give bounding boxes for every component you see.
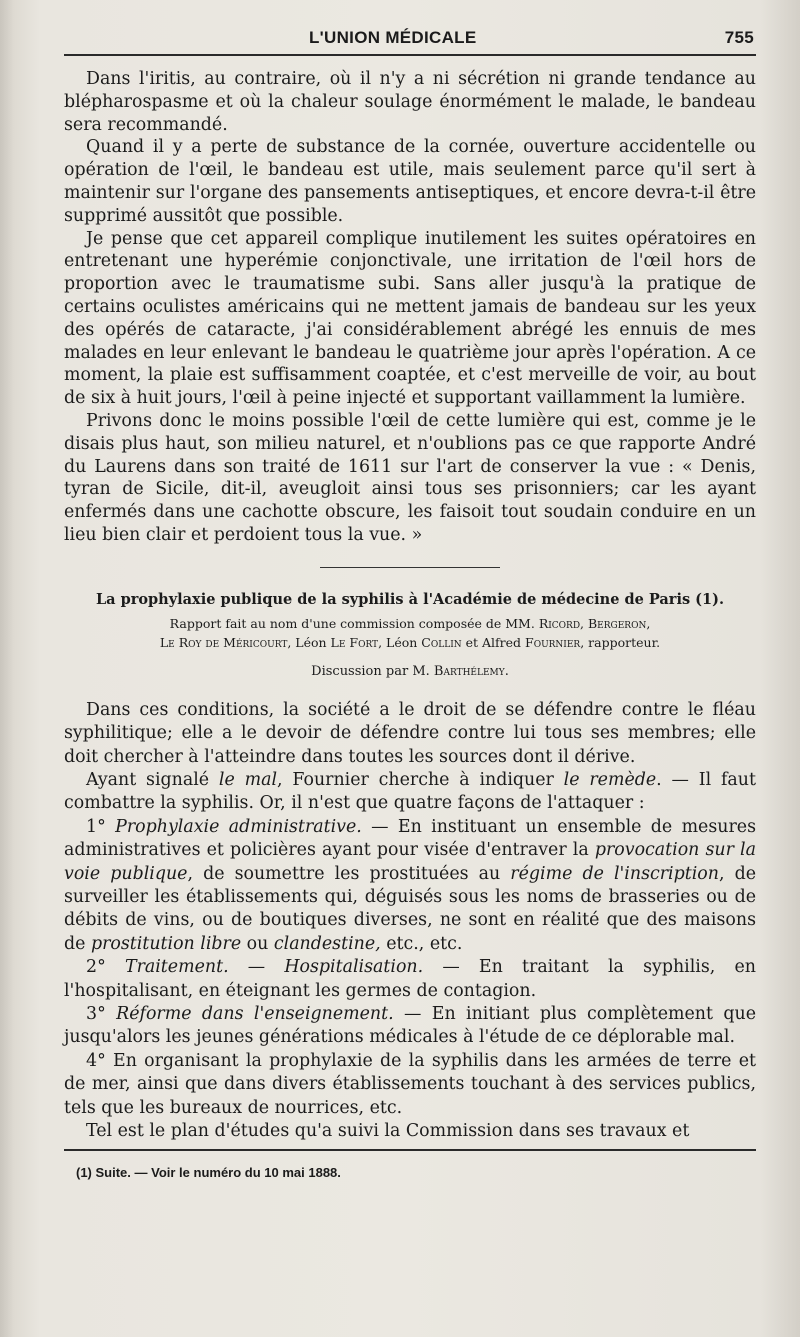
section-body <box>64 699 756 1144</box>
paragraph: Dans ces conditions, la société a le droit de se défendre contre le fléau syphilitique; elle a le devoir de défendre contre lui tous ses membres; elle doit chercher à l'atteindre dans toutes les sources dont il dérive. <box>64 699 756 767</box>
section-divider <box>320 567 500 568</box>
text-run: ou <box>241 933 274 954</box>
text-run: , Fournier cherche à indiquer <box>277 769 564 790</box>
paragraph: Privons donc le moins possible l'œil de cette lumière qui est, comme je le disais plus haut, son milieu naturel, et n'oublions pas ce que rapporte André du Laurens dans son traité de 1611 sur l'art de conserver la vue : « Denis, tyran de Sicile, dit-il, aveugloit ainsi tous ses prisonniers; car les ayant enfermés dans une cachotte obscure, les faisoit tout soudain conduire en un lieu bien clair et perdoient tous la vue. » <box>64 410 756 545</box>
author-name: Ricord <box>538 615 581 631</box>
author-name: Le Fort <box>330 634 379 650</box>
author-name: Fournier <box>525 634 581 650</box>
text-run: , de surveiller les établissements qui, déguisés sous les noms de brasseries ou de débits de vins, ou de boutiques diverses, ne sont en réalité que des maisons de <box>64 863 757 954</box>
paragraph: Dans l'iritis, au contraire, où il n'y a ni sécrétion ni grande tendance au blépharospasme et où la chaleur soulage énormément le malade, le bandeau sera recommandé. <box>64 69 756 135</box>
list-number: 2° <box>86 957 106 978</box>
paragraph: Quand il y a perte de substance de la cornée, ouverture accidentelle ou opération de l'œil, le bandeau est utile, mais seulement parce qu'il sert à maintenir sur l'organe des pansements antiseptiques, et encore devra-t-il être supprimé aussitôt que possible. <box>64 137 756 226</box>
author-firstname: Léon <box>386 634 418 650</box>
italic-run: prostitution libre <box>90 933 242 954</box>
text-run: — En traitant la syphilis, en l'hospitalisant, en éteignant les germes de contagion. <box>64 957 757 1001</box>
footnote-rule <box>64 1149 756 1151</box>
author-name: Bergeron <box>588 615 647 631</box>
rapport-intro: Rapport fait au nom d'une commission composée de MM. <box>169 615 535 631</box>
author-name: Collin <box>421 634 462 650</box>
italic-run: clandestine, <box>273 933 381 954</box>
paragraph <box>64 769 756 816</box>
rapport-credits: Rapport fait au nom d'une commission composée de MM. Ricord, Bergeron, Le Roy de Méricourt, Léon Le Fort, Léon Collin et Alfred Fournier, rapporteur. <box>159 615 661 650</box>
italic-run: Traitement. — Hospitalisation. <box>124 957 424 978</box>
discussant-name: Barthélemy. <box>433 663 509 679</box>
discussion-line <box>64 664 756 679</box>
author-name: Le Roy de Méricourt <box>159 634 288 650</box>
footnote: (1) Suite. — Voir le numéro du 10 mai 1888. <box>76 1165 341 1181</box>
italic-run: provocation sur la voie publique <box>64 840 756 884</box>
rapporteur-label: rapporteur. <box>588 634 661 650</box>
list-number: 3° <box>86 1004 106 1025</box>
page-number: 755 <box>724 28 754 47</box>
text-run: , de soumettre les prostituées au <box>187 863 511 884</box>
author-firstname: Alfred <box>482 634 522 650</box>
text-run: — En instituant un ensemble de mesures administratives et policières ayant pour visée d'entraver la <box>64 816 756 861</box>
italic-run: le mal <box>218 769 278 790</box>
article-body <box>64 68 756 547</box>
list-number: 1° <box>86 816 106 837</box>
paragraph <box>64 956 756 1003</box>
italic-run: le remède <box>563 769 657 790</box>
italic-run: Réforme dans l'enseignement. <box>116 1004 394 1025</box>
italic-run: Prophylaxie administrative. <box>115 816 362 837</box>
text-run: Ayant signalé <box>86 769 219 790</box>
running-header <box>64 28 756 48</box>
discussion-prefix: Discussion par M. <box>311 663 430 679</box>
paragraph: Je pense que cet appareil complique inutilement les suites opératoires en entretenant une hyperémie conjonctivale, une irritation de l'œil hors de proportion avec le traumatisme subi. Sans aller jusqu'à la pratique de certains oculistes américains qui ne mettent jamais de bandeau sur les yeux des opérés de cataracte, j'ai considérablement abrégé les ennuis de mes malades en leur enlevant le bandeau le quatrième jour après l'opération. A ce moment, la plaie est suffisamment coaptée, et c'est merveille de voir, au bout de six à huit jours, l'œil à peine injecté et supportant vaillamment la lumière. <box>64 228 756 409</box>
paragraph <box>64 816 756 956</box>
paragraph <box>64 1003 756 1050</box>
paragraph: Tel est le plan d'études qu'a suivi la Commission dans ses travaux et <box>86 1121 690 1142</box>
text-run: — En initiant plus complètement que jusqu'alors les jeunes générations médicales à l'étude de ce déplorable mal. <box>64 1004 756 1048</box>
paragraph: 4° En organisant la prophylaxie de la syphilis dans les armées de terre et de mer, ainsi que dans divers établissements touchant à des services publics, tels que les bureaux de nourrices, etc. <box>64 1050 756 1118</box>
author-firstname: Léon <box>295 634 327 650</box>
header-rule <box>64 54 756 56</box>
italic-run: régime de l'inscription <box>510 863 719 884</box>
text-run: etc., etc. <box>380 933 463 954</box>
journal-title: L'UNION MÉDICALE <box>309 28 477 47</box>
text-run: . — Il faut combattre la syphilis. Or, il n'est que quatre façons de l'attaquer : <box>64 769 756 814</box>
section-title: La prophylaxie publique de la syphilis à l'Académie de médecine de Paris (1). <box>95 590 725 608</box>
